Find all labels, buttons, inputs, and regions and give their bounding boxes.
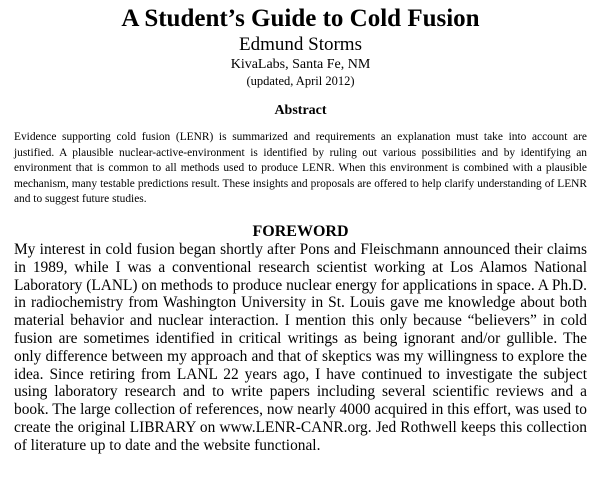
author-affiliation: KivaLabs, Santa Fe, NM [230,57,371,72]
author-name: Edmund Storms [239,34,362,55]
document-title: A Student’s Guide to Cold Fusion [121,5,480,32]
update-date: (updated, April 2012) [246,74,355,88]
foreword-text: My interest in cold fusion began shortly after Pons and Fleischmann announced their claims in 1989, while I was a conventional research scientist working at Los Alamos National Laboratory (LANL) on methods to produce nuclear energy for applications in space. A Ph.D. in radiochemistry from Washington University in St. Louis gave me knowledge about both material behavior and nuclear interaction. I mention this only because “believers” in cold fusion are sometimes identified in critical writings as being ignorant and/or gullible. The only difference between my approach and that of skeptics was my willingness to explore the idea. Since retiring from LANL 22 years ago, I have continued to investigate the subject using laboratory research and to write papers including several scientific reviews and a book. The large collection of references, now nearly 4000 acquired in this effort, was used to create the original LIBRARY on www.LENR-CANR.org. Jed Rothwell keeps this collection of literature up to date and the website functional. [14,240,587,454]
abstract-heading: Abstract [274,103,327,118]
document-page [0,4,600,503]
abstract-text: Evidence supporting cold fusion (LENR) is summarized and requirements an explanation must take into account are justified. A plausible nuclear-active-environment is identified by ruling out various possibilities and by identifying an environment that is common to all methods used to produce LENR. When this environment is combined with a plausible mechanism, many testable predictions result. These insights and proposals are offered to help clarify understanding of LENR and to suggest future studies. [14,131,587,206]
foreword-heading: FOREWORD [252,222,349,240]
